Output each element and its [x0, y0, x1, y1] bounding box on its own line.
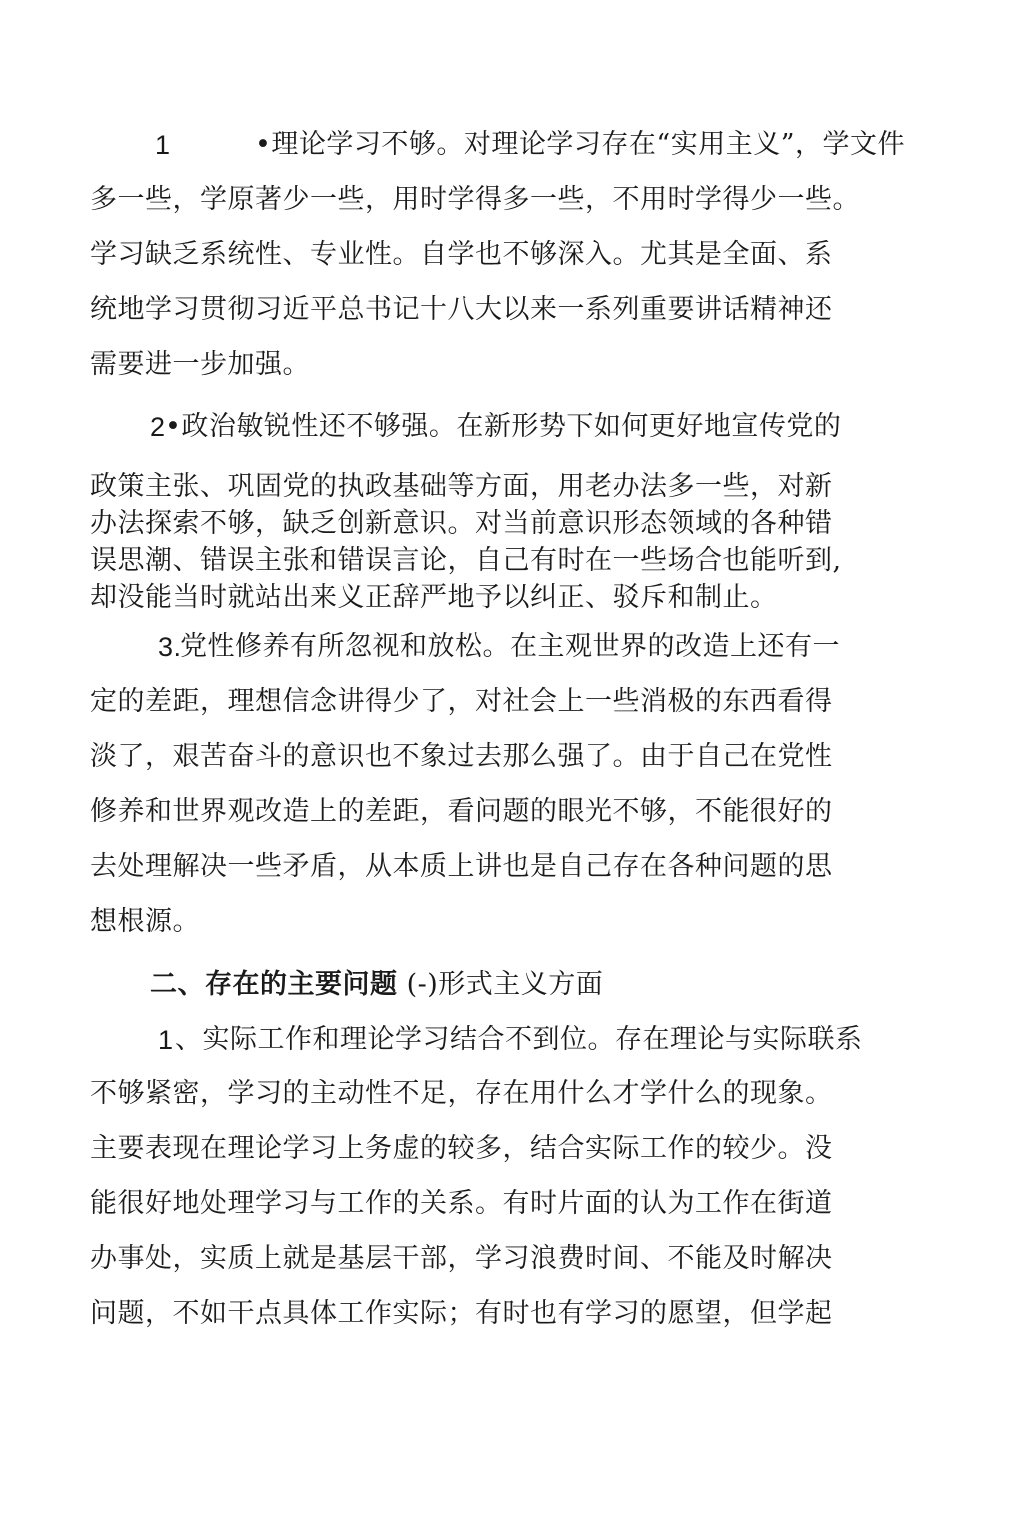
para2-line-4: 却没能当时就站出来义正辞严地予以纠正、驳斥和制止。 — [90, 582, 778, 613]
para4-number: 1 — [158, 1025, 174, 1055]
para1-first-line: •理论学习不够。对理论学习存在“实用主义”，学文件 — [255, 129, 906, 160]
para1-line-1: 多一些，学原著少一些，用时学得多一些，不用时学得少一些。 — [90, 184, 860, 215]
para3-number: 3. — [158, 632, 182, 662]
para4-line-2: 主要表现在理论学习上务虚的较多，结合实际工作的较少。没 — [90, 1133, 833, 1164]
para1-line-4: 需要进一步加强。 — [90, 349, 310, 380]
para4-line-1: 不够紧密，学习的主动性不足，存在用什么才学什么的现象。 — [90, 1078, 833, 1109]
section-heading-title: 二、存在的主要问题 — [150, 969, 398, 1000]
section-heading-subtitle: (-)形式主义方面 — [397, 969, 604, 1000]
para2-line-1: 政策主张、巩固党的执政基础等方面，用老办法多一些，对新 — [90, 471, 833, 502]
para3-line-5: 想根源。 — [90, 906, 200, 937]
section-heading — [150, 968, 603, 1002]
para3-line-2: 淡了，艰苦奋斗的意识也不象过去那么强了。由于自己在党性 — [90, 741, 833, 772]
para1-line-3: 统地学习贯彻习近平总书记十八大以来一系列重要讲话精神还 — [90, 294, 833, 325]
para2-line-2: 办法探索不够，缺乏创新意识。对当前意识形态领域的各种错 — [90, 508, 833, 539]
para2-line-3: 误思潮、错误主张和错误言论，自己有时在一些场合也能听到, — [90, 545, 842, 576]
para1-number: 1 — [155, 130, 171, 160]
para4-line-5: 问题，不如干点具体工作实际；有时也有学习的愿望，但学起 — [90, 1298, 833, 1329]
para4-line-4: 办事处，实质上就是基层干部，学习浪费时间、不能及时解决 — [90, 1243, 833, 1274]
para2-first-line: •政治敏锐性还不够强。在新形势下如何更好地宣传党的 — [165, 411, 842, 442]
para2-number: 2 — [150, 412, 166, 442]
para1-line-2: 学习缺乏系统性、专业性。自学也不够深入。尤其是全面、系 — [90, 239, 833, 270]
para3-first-line: 党性修养有所忽视和放松。在主观世界的改造上还有一 — [180, 631, 840, 662]
para3-line-3: 修养和世界观改造上的差距，看问题的眼光不够，不能很好的 — [90, 796, 833, 827]
para4-line-3: 能很好地处理学习与工作的关系。有时片面的认为工作在街道 — [90, 1188, 833, 1219]
para3-line-4: 去处理解决一些矛盾，从本质上讲也是自己存在各种问题的思 — [90, 851, 833, 882]
para4-first-line: 、实际工作和理论学习结合不到位。存在理论与实际联系 — [175, 1024, 863, 1055]
para3-line-1: 定的差距，理想信念讲得少了，对社会上一些消极的东西看得 — [90, 686, 833, 717]
